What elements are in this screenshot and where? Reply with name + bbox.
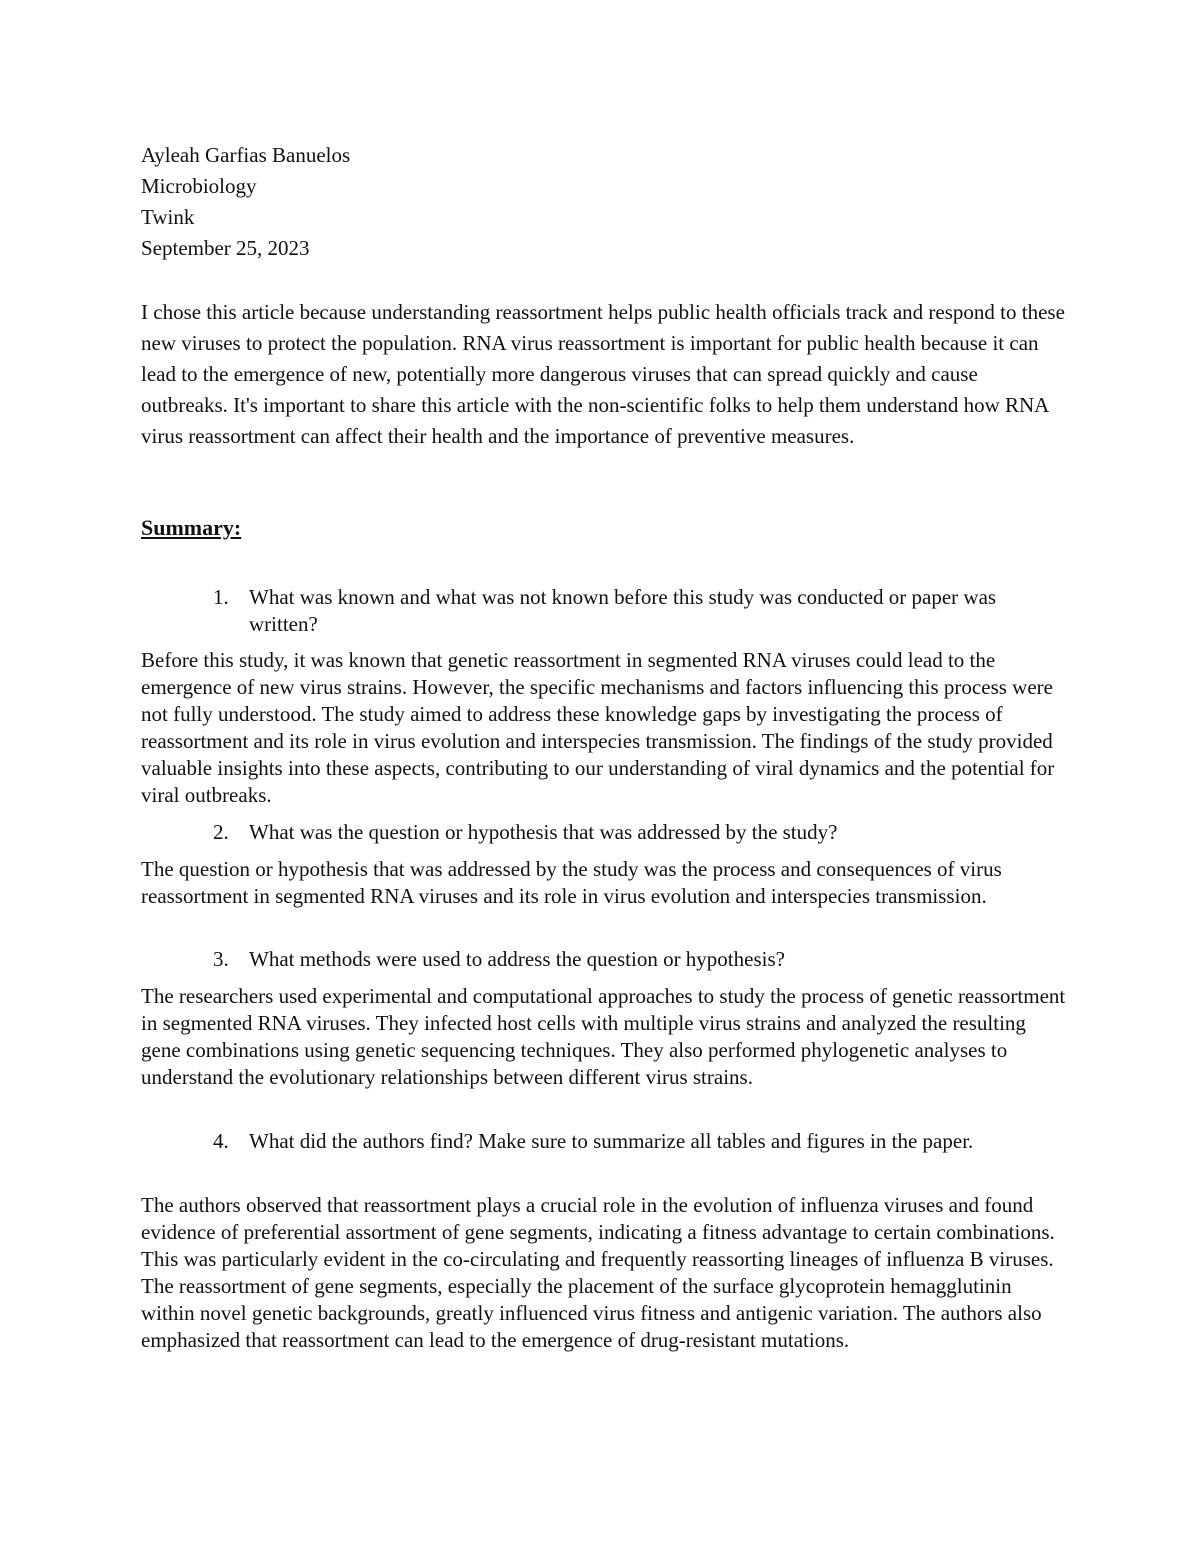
intro-paragraph: I chose this article because understanding reassortment helps public health officials track and respond to these new viruses to protect the population. RNA virus reassortment is important for public health because it can lead to the emergence of new, potentially more dangerous viruses that can spread quickly and cause outbreaks. It's important to share this article with the non-scientific folks to help them understand how RNA virus reassortment can affect their health and the importance of preventive measures.	[141, 300, 1065, 448]
question-text: What was the question or hypothesis that was addressed by the study?	[249, 820, 838, 844]
author-name: Ayleah Garfias Banuelos	[141, 143, 351, 167]
question-item	[213, 946, 1063, 973]
question-text: What methods were used to address the question or hypothesis?	[249, 947, 785, 971]
course-name: Microbiology	[141, 174, 257, 198]
question-item	[213, 584, 1063, 638]
summary-heading: Summary:	[141, 515, 242, 540]
document-date: September 25, 2023	[141, 236, 310, 260]
answer-paragraph: The authors observed that reassortment plays a crucial role in the evolution of influenza viruses and found evidence of preferential assortment of gene segments, indicating a fitness advantage to certain combinations. This was particularly evident in the co-circulating and frequently reassorting lineages of influenza B viruses. The reassortment of gene segments, especially the placement of the surface glycoprotein hemagglutinin within novel genetic backgrounds, greatly influenced virus fitness and antigenic variation. The authors also emphasized that reassortment can lead to the emergence of drug-resistant mutations.	[141, 1193, 1055, 1352]
answer-paragraph: Before this study, it was known that genetic reassortment in segmented RNA viruses could lead to the emergence of new virus strains. However, the specific mechanisms and factors influencing this process were not fully understood. The study aimed to address these knowledge gaps by investigating the process of reassortment and its role in virus evolution and interspecies transmission. The findings of the study provided valuable insights into these aspects, contributing to our understanding of viral dynamics and the potential for viral outbreaks.	[141, 648, 1055, 807]
question-text: What was known and what was not known before this study was conducted or paper was written?	[249, 585, 997, 636]
answer-paragraph: The question or hypothesis that was addressed by the study was the process and consequences of virus reassortment in segmented RNA viruses and its role in virus evolution and interspecies transmission.	[141, 857, 1002, 908]
question-number: 2.	[213, 820, 229, 844]
question-number: 4.	[213, 1129, 229, 1153]
question-item	[213, 1128, 1063, 1155]
answer-paragraph: The researchers used experimental and computational approaches to study the process of genetic reassortment in segmented RNA viruses. They infected host cells with multiple virus strains and analyzed the resulting gene combinations using genetic sequencing techniques. They also performed phylogenetic analyses to understand the evolutionary relationships between different virus strains.	[141, 984, 1066, 1089]
question-number: 1.	[213, 585, 229, 609]
instructor-name: Twink	[141, 205, 195, 229]
document-header	[141, 140, 1061, 264]
question-item	[213, 819, 1063, 846]
question-text: What did the authors find? Make sure to summarize all tables and figures in the paper.	[249, 1129, 974, 1153]
question-number: 3.	[213, 947, 229, 971]
